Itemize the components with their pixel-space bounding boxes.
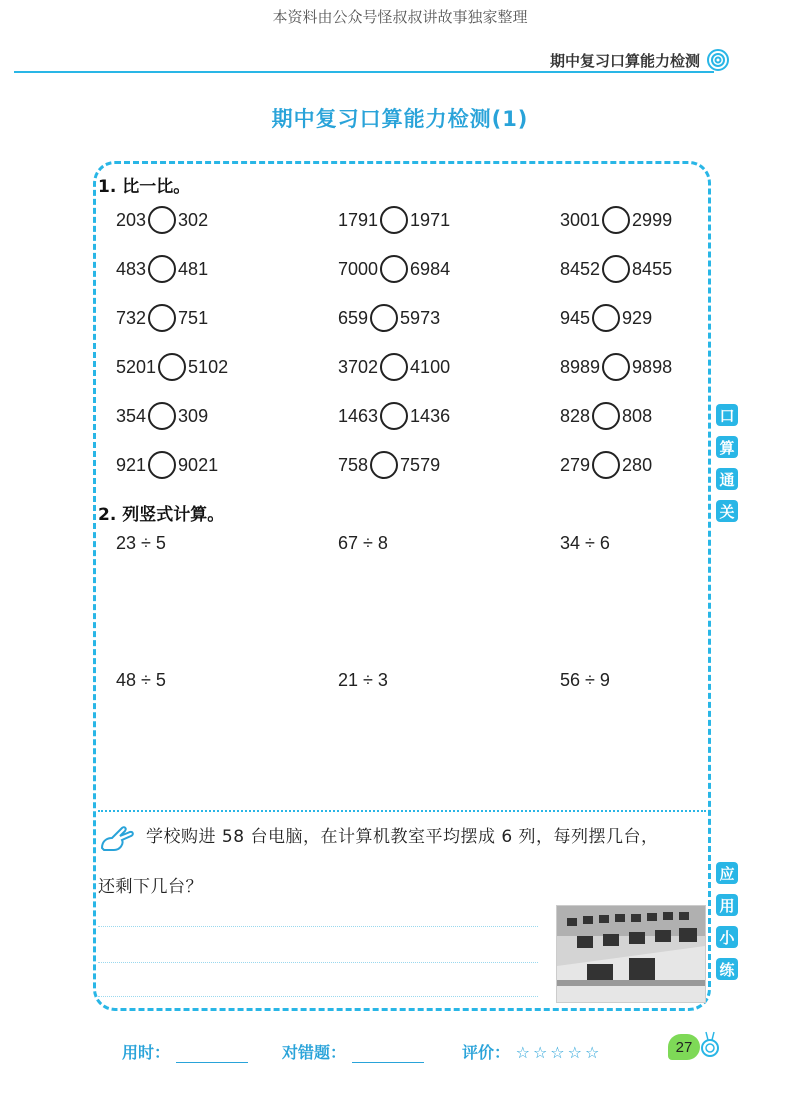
answer-circle[interactable]	[148, 255, 176, 283]
errors-label: 对错题：	[282, 1043, 347, 1062]
compare-left: 732	[116, 307, 147, 328]
division-problem: 56 ÷ 9	[560, 670, 610, 690]
compare-right: 2999	[632, 209, 673, 230]
answer-circle[interactable]	[148, 402, 176, 430]
page-number: 27	[668, 1034, 700, 1060]
page-title: 期中复习口算能力检测(1)	[271, 107, 529, 131]
compare-item	[338, 254, 450, 284]
compare-item	[116, 205, 208, 235]
rating-label: 评价：	[462, 1043, 511, 1062]
compare-left: 1791	[338, 209, 379, 230]
answer-circle[interactable]	[380, 206, 408, 234]
division-problem: 34 ÷ 6	[560, 533, 610, 553]
compare-item	[338, 352, 450, 382]
division-problem: 23 ÷ 5	[116, 533, 166, 553]
time-blank	[176, 1046, 248, 1063]
answer-circle[interactable]	[602, 206, 630, 234]
compare-right: 8455	[632, 258, 673, 279]
side-tab-char: 小	[716, 926, 738, 948]
compare-left: 8452	[560, 258, 601, 279]
side-tab-char: 算	[716, 436, 738, 458]
compare-right: 1436	[410, 405, 451, 426]
side-tab-char: 口	[716, 404, 738, 426]
compare-left: 203	[116, 209, 147, 230]
compare-right: 481	[178, 258, 209, 279]
compare-right: 6984	[410, 258, 451, 279]
header-title: 期中复习口算能力检测	[549, 52, 700, 70]
compare-left: 659	[338, 307, 369, 328]
side-tab-char: 应	[716, 862, 738, 884]
answer-circle[interactable]	[158, 353, 186, 381]
compare-right: 9898	[632, 356, 673, 377]
compare-item	[338, 401, 450, 431]
compare-item	[560, 352, 672, 382]
answer-circle[interactable]	[592, 304, 620, 332]
application-text-line2: 还剩下几台？	[98, 877, 203, 897]
compare-left: 758	[338, 454, 369, 475]
compare-item	[116, 401, 208, 431]
division-problem: 48 ÷ 5	[116, 670, 166, 690]
compare-right: 4100	[410, 356, 451, 377]
time-field	[122, 1040, 248, 1063]
answer-line	[98, 926, 538, 927]
compare-item	[116, 303, 208, 333]
computer-room-photo	[556, 905, 706, 1003]
compare-item	[338, 205, 450, 235]
pointing-hand-icon	[98, 820, 136, 854]
header-divider	[14, 71, 714, 73]
compare-right: 751	[178, 307, 209, 328]
time-label: 用时：	[122, 1043, 171, 1062]
compare-item	[560, 254, 672, 284]
answer-circle[interactable]	[370, 451, 398, 479]
compare-right: 5102	[188, 356, 229, 377]
answer-circle[interactable]	[380, 353, 408, 381]
side-tab-char: 通	[716, 468, 738, 490]
compare-right: 808	[622, 405, 653, 426]
compare-left: 3702	[338, 356, 379, 377]
answer-line	[98, 962, 538, 963]
side-tab-char: 练	[716, 958, 738, 980]
compare-right: 5973	[400, 307, 441, 328]
compare-left: 5201	[116, 356, 157, 377]
compare-left: 945	[560, 307, 591, 328]
answer-line	[98, 996, 538, 997]
compare-item	[560, 205, 672, 235]
answer-circle[interactable]	[148, 304, 176, 332]
compare-left: 1463	[338, 405, 379, 426]
section-divider	[98, 810, 706, 812]
compare-item	[560, 401, 652, 431]
compare-item	[116, 450, 218, 480]
compare-right: 302	[178, 209, 209, 230]
compare-right: 309	[178, 405, 209, 426]
compare-item	[116, 254, 208, 284]
section1-title: 1. 比一比。	[98, 177, 191, 197]
rating-field	[462, 1040, 602, 1063]
spiral-icon	[706, 48, 730, 72]
side-tab-char: 关	[716, 500, 738, 522]
compare-right: 1971	[410, 209, 451, 230]
compare-right: 9021	[178, 454, 219, 475]
answer-circle[interactable]	[380, 255, 408, 283]
snail-icon	[700, 1030, 720, 1058]
errors-blank	[352, 1046, 424, 1063]
answer-circle[interactable]	[148, 451, 176, 479]
top-note: 本资料由公众号怪叔叔讲故事独家整理	[272, 8, 528, 26]
compare-left: 354	[116, 405, 147, 426]
compare-right: 7579	[400, 454, 441, 475]
compare-left: 921	[116, 454, 147, 475]
answer-circle[interactable]	[380, 402, 408, 430]
application-text-line1: 学校购进 58 台电脑，在计算机教室平均摆成 6 列，每列摆几台，	[146, 827, 659, 847]
answer-circle[interactable]	[602, 353, 630, 381]
division-problem: 67 ÷ 8	[338, 533, 388, 553]
compare-left: 828	[560, 405, 591, 426]
compare-left: 3001	[560, 209, 601, 230]
errors-field	[282, 1040, 424, 1063]
division-problem: 21 ÷ 3	[338, 670, 388, 690]
answer-circle[interactable]	[148, 206, 176, 234]
rating-stars: ☆☆☆☆☆	[515, 1043, 603, 1062]
compare-item	[560, 450, 652, 480]
compare-right: 929	[622, 307, 653, 328]
side-tab-char: 用	[716, 894, 738, 916]
compare-item	[560, 303, 652, 333]
answer-circle[interactable]	[370, 304, 398, 332]
answer-circle[interactable]	[592, 402, 620, 430]
compare-left: 483	[116, 258, 147, 279]
answer-circle[interactable]	[592, 451, 620, 479]
compare-right: 280	[622, 454, 653, 475]
compare-item	[338, 450, 440, 480]
compare-item	[116, 352, 228, 382]
compare-item	[338, 303, 440, 333]
compare-left: 279	[560, 454, 591, 475]
answer-circle[interactable]	[602, 255, 630, 283]
section2-title: 2. 列竖式计算。	[98, 505, 225, 525]
compare-left: 7000	[338, 258, 379, 279]
compare-left: 8989	[560, 356, 601, 377]
